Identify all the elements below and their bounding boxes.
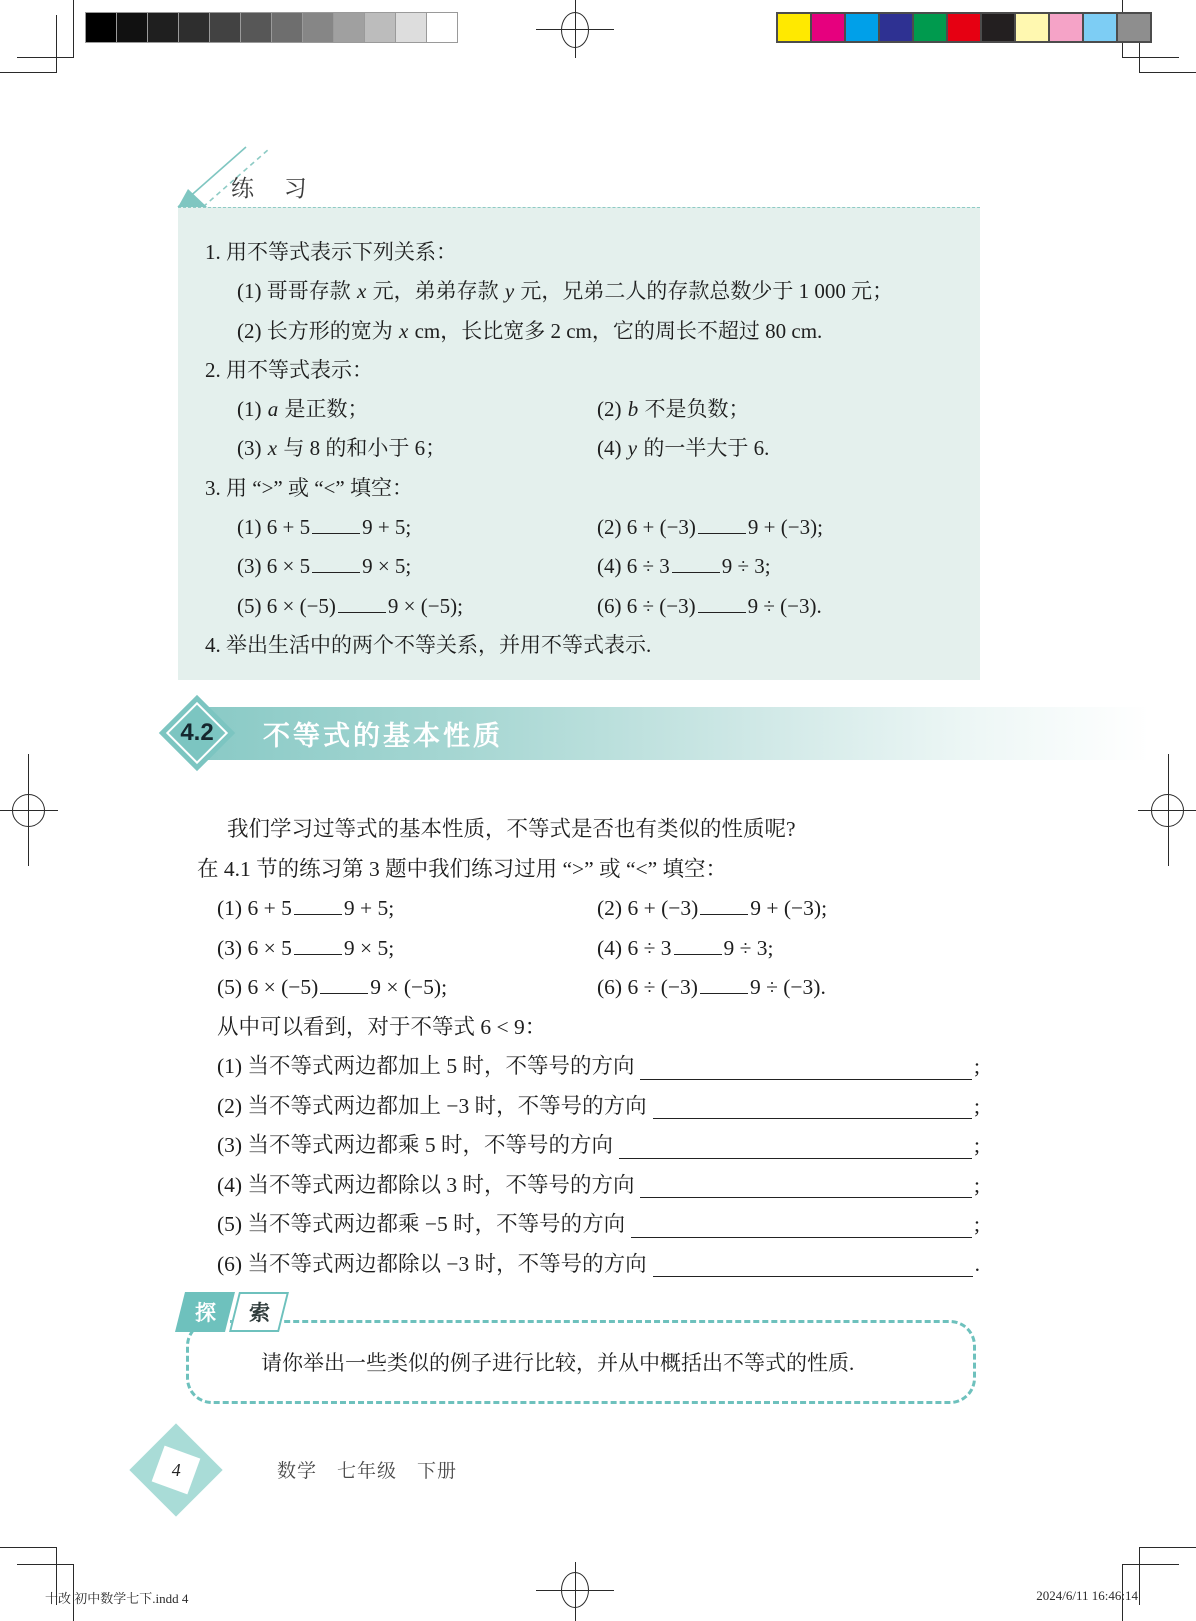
color-swatch bbox=[880, 14, 912, 41]
gray-swatch bbox=[86, 13, 116, 42]
answer-underline bbox=[619, 1126, 972, 1159]
body-fillin-row-2 bbox=[217, 929, 980, 969]
exercise-cell: (4) y 的一半大于 6. bbox=[597, 436, 770, 461]
direction-line-5: (5) 当不等式两边都乘 −5 时，不等号的方向 ; bbox=[197, 1205, 980, 1245]
gray-swatch bbox=[272, 13, 302, 42]
gray-swatch bbox=[148, 13, 178, 42]
direction-line-1: (1) 当不等式两边都加上 5 时，不等号的方向 ; bbox=[197, 1047, 980, 1087]
paragraph: 从中可以看到，对于不等式 6 < 9： bbox=[217, 1014, 547, 1039]
direction-line-2: (2) 当不等式两边都加上 −3 时，不等号的方向 ; bbox=[197, 1087, 980, 1127]
practice-item-2-row-1 bbox=[237, 390, 962, 429]
answer-blank bbox=[294, 954, 342, 955]
exercise-cell: (3) x 与 8 的和小于 6； bbox=[237, 436, 447, 461]
exercise-cell: (2) 6 + (−3) 9 + (−3); bbox=[597, 896, 828, 920]
color-swatch bbox=[948, 14, 980, 41]
practice-item-1 bbox=[205, 233, 962, 272]
book-label: 数学 七年级 下册 bbox=[277, 1461, 458, 1482]
answer-blank bbox=[312, 533, 360, 534]
gray-swatch bbox=[241, 13, 271, 42]
exercise-cell: (2) 6 + (−3) 9 + (−3); bbox=[597, 515, 823, 540]
explore-box bbox=[186, 1320, 976, 1404]
math-variable: x bbox=[399, 318, 409, 343]
paragraph: 在 4.1 节的练习第 3 题中我们练习过用 “>” 或 “<” 填空： bbox=[197, 856, 728, 881]
answer-underline bbox=[640, 1166, 972, 1199]
direction-line-3: (3) 当不等式两边都乘 5 时，不等号的方向 ; bbox=[197, 1126, 980, 1166]
math-variable: y bbox=[504, 279, 515, 304]
answer-blank bbox=[674, 954, 722, 955]
answer-underline bbox=[653, 1087, 972, 1120]
exercise-cell: (1) 6 + 5 9 + 5; bbox=[237, 515, 412, 540]
item-number: 4. bbox=[205, 632, 221, 657]
paragraph: 我们学习过等式的基本性质，不等式是否也有类似的性质呢? bbox=[227, 817, 796, 841]
answer-blank bbox=[698, 612, 746, 613]
color-swatch bbox=[1118, 14, 1150, 41]
exercise-cell: (6) 6 ÷ (−3) 9 ÷ (−3). bbox=[597, 593, 822, 618]
item-text: 用不等式表示： bbox=[226, 357, 373, 382]
practice-item-2-row-2 bbox=[237, 429, 962, 468]
direction-line-6: (6) 当不等式两边都除以 −3 时，不等号的方向 . bbox=[197, 1245, 980, 1285]
gray-swatch bbox=[334, 13, 364, 42]
answer-blank bbox=[320, 993, 368, 994]
explore-label bbox=[180, 1292, 284, 1332]
item-text: 用 “>” 或 “<” 填空： bbox=[226, 475, 413, 500]
grayscale-calibration-bar bbox=[85, 12, 458, 43]
page-number-inner bbox=[152, 1446, 201, 1495]
color-swatch bbox=[1050, 14, 1082, 41]
math-variable: a bbox=[267, 397, 279, 422]
practice-fillin-row-1 bbox=[237, 508, 962, 547]
item-number: 3. bbox=[205, 475, 221, 500]
answer-blank bbox=[672, 572, 720, 573]
gray-swatch bbox=[365, 13, 395, 42]
math-variable: x bbox=[267, 436, 278, 461]
page-number: 4 bbox=[171, 1459, 181, 1480]
body-fillin-row-3 bbox=[217, 968, 980, 1008]
gray-swatch bbox=[303, 13, 333, 42]
exercise-cell: (5) 6 × (−5) 9 × (−5); bbox=[217, 975, 448, 999]
print-timestamp: 2024/6/11 16:46:14 bbox=[1036, 1588, 1138, 1603]
answer-blank bbox=[700, 914, 748, 915]
exercise-cell: (1) 6 + 5 9 + 5; bbox=[217, 896, 395, 920]
gray-swatch bbox=[117, 13, 147, 42]
body-fillin-row-1 bbox=[217, 889, 980, 929]
exercise-cell: (4) 6 ÷ 3 9 ÷ 3; bbox=[597, 554, 771, 579]
color-calibration-bar bbox=[776, 12, 1152, 43]
practice-item-4 bbox=[205, 626, 962, 665]
gray-swatch bbox=[427, 13, 457, 42]
item-text: 举出生活中的两个不等关系，并用不等式表示. bbox=[226, 632, 652, 657]
answer-underline bbox=[631, 1205, 972, 1238]
explore-label-tile-2: 索 bbox=[229, 1292, 289, 1332]
exercise-cell: (4) 6 ÷ 3 9 ÷ 3; bbox=[597, 935, 774, 960]
gray-swatch bbox=[179, 13, 209, 42]
answer-underline bbox=[653, 1245, 973, 1278]
answer-blank bbox=[698, 533, 746, 534]
color-swatch bbox=[1084, 14, 1116, 41]
exercise-cell: (6) 6 ÷ (−3) 9 ÷ (−3). bbox=[597, 975, 826, 999]
item-number: 2. bbox=[205, 357, 221, 382]
color-swatch bbox=[914, 14, 946, 41]
section-body bbox=[197, 810, 980, 1284]
math-variable: y bbox=[627, 436, 638, 461]
color-swatch bbox=[1016, 14, 1048, 41]
practice-item-2 bbox=[205, 351, 962, 390]
color-swatch bbox=[778, 14, 810, 41]
practice-item-1-sub-1: (1) 哥哥存款 x 元，弟弟存款 y 元，兄弟二人的存款总数少于 1 000 元； bbox=[237, 279, 894, 304]
exercise-cell: (5) 6 × (−5) 9 × (−5); bbox=[237, 593, 463, 618]
color-swatch bbox=[812, 14, 844, 41]
direction-line-4: (4) 当不等式两边都除以 3 时，不等号的方向 ; bbox=[197, 1166, 980, 1206]
print-file-label: 十改 初中数学七下.indd 4 bbox=[45, 1591, 189, 1606]
section-header bbox=[150, 700, 1150, 768]
practice-fillin-row-3 bbox=[237, 587, 962, 626]
explore-label-tile-1: 探 bbox=[175, 1292, 235, 1332]
explore-text: 请你举出一些类似的例子进行比较，并从中概括出不等式的性质. bbox=[261, 1351, 855, 1375]
answer-blank bbox=[700, 993, 748, 994]
item-text: 用不等式表示下列关系： bbox=[226, 240, 457, 264]
practice-item-1-sub-2: (2) 长方形的宽为 x cm，长比宽多 2 cm，它的周长不超过 80 cm. bbox=[237, 318, 823, 343]
answer-blank bbox=[312, 572, 360, 573]
math-variable: x bbox=[357, 279, 367, 304]
practice-item-3 bbox=[205, 469, 962, 508]
item-number: 1. bbox=[205, 240, 221, 264]
color-swatch bbox=[982, 14, 1014, 41]
answer-underline bbox=[640, 1047, 972, 1080]
section-number: 4.2 bbox=[180, 719, 214, 746]
page-number-diamond bbox=[129, 1423, 222, 1516]
gray-swatch bbox=[396, 13, 426, 42]
exercise-cell: (1) a 是正数； bbox=[237, 397, 369, 422]
answer-blank bbox=[338, 612, 386, 613]
answer-blank bbox=[294, 914, 342, 915]
section-title: 不等式的基本性质 bbox=[263, 721, 503, 751]
exercise-cell: (2) b 不是负数； bbox=[597, 397, 750, 422]
gray-swatch bbox=[210, 13, 240, 42]
practice-title: 练 习 bbox=[231, 176, 319, 201]
practice-box bbox=[178, 207, 980, 680]
color-swatch bbox=[846, 14, 878, 41]
exercise-cell: (3) 6 × 5 9 × 5; bbox=[217, 935, 395, 960]
math-variable: b bbox=[627, 397, 639, 422]
practice-fillin-row-2 bbox=[237, 547, 962, 586]
exercise-cell: (3) 6 × 5 9 × 5; bbox=[237, 554, 412, 579]
